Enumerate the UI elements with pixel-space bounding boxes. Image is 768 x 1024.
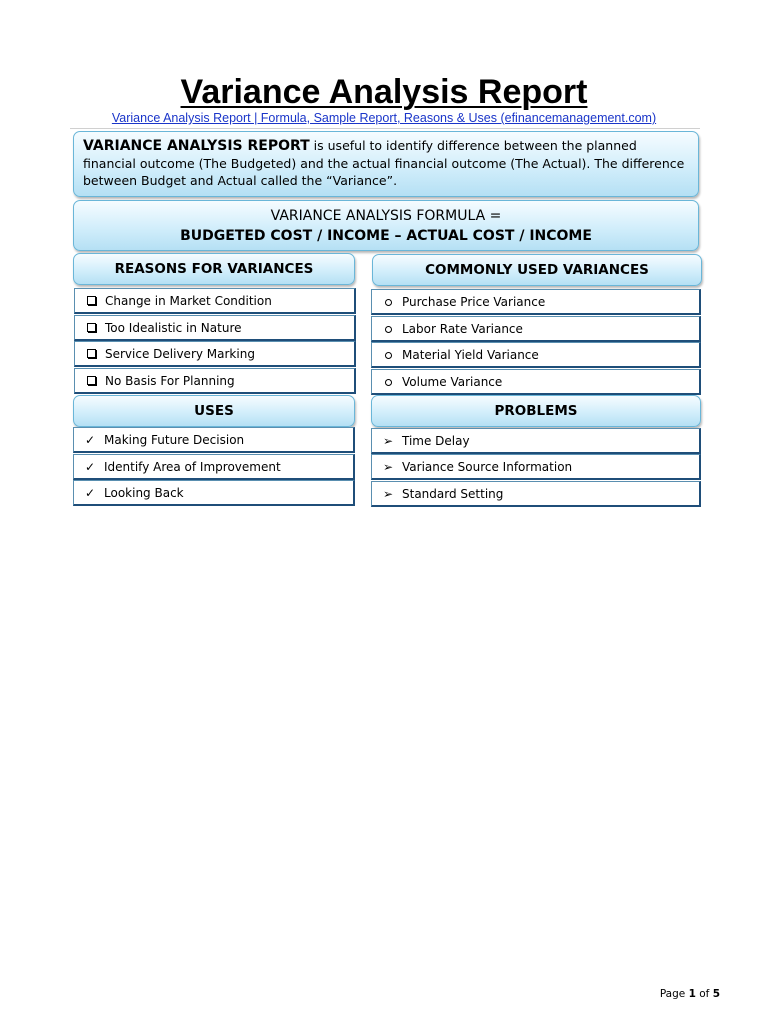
list-item [371,289,701,315]
checkbox-icon [81,347,101,361]
page-current: 1 [688,988,696,1000]
list-item [74,368,356,394]
intro-lead: VARIANCE ANALYSIS REPORT [83,138,310,154]
arrow-bullet-icon: ➢ [382,486,394,501]
problem-label: Variance Source Information [402,459,573,474]
circle-bullet-icon [378,375,398,389]
list-item [74,341,356,367]
checkbox-icon [81,374,101,388]
problem-label: Standard Setting [402,486,504,501]
use-label: Looking Back [104,485,184,500]
variance-label: Material Yield Variance [402,347,539,362]
checkbox-icon [81,321,101,335]
variance-label: Purchase Price Variance [402,294,546,309]
problem-label: Time Delay [402,433,470,448]
reason-label: Change in Market Condition [105,293,272,308]
intro-text: is useful to identify difference between the planned financial outcome (The Budgeted) and the actual financial outcome (The Actual). The difference between Budget and Actual called the “Variance”. [83,138,685,188]
list-item [74,288,356,314]
uses-header [73,395,355,427]
reasons-header [73,253,355,285]
use-label: Identify Area of Improvement [104,459,281,474]
page-middle: of [695,988,713,1000]
variance-label: Labor Rate Variance [402,321,523,336]
checkmark-icon: ✓ [84,485,96,500]
list-item [74,315,356,341]
list-item [371,342,701,368]
circle-bullet-icon [378,295,398,309]
uses-header-label: USES [194,403,234,419]
list-item [371,481,701,507]
divider [70,128,700,129]
reason-label: No Basis For Planning [105,373,235,388]
list-item [73,427,355,453]
list-item [73,480,355,506]
problems-header-label: PROBLEMS [494,403,578,419]
reason-label: Service Delivery Marking [105,346,255,361]
list-item [371,316,701,342]
checkmark-icon: ✓ [84,432,96,447]
page-total: 5 [712,988,720,1000]
checkbox-icon [81,294,101,308]
formula-line-1: VARIANCE ANALYSIS FORMULA = [270,208,502,224]
list-item [73,454,355,480]
use-label: Making Future Decision [104,432,245,447]
arrow-bullet-icon: ➢ [382,433,394,448]
list-item [371,428,701,454]
common-header-label: COMMONLY USED VARIANCES [425,262,649,278]
formula-line-2: BUDGETED COST / INCOME – ACTUAL COST / INCOME [180,228,592,244]
list-item [371,454,701,480]
reasons-header-label: REASONS FOR VARIANCES [114,261,314,277]
problems-header [371,395,701,427]
intro-box [73,131,699,197]
page-prefix: Page [659,988,689,1000]
list-item [371,369,701,395]
formula-box [73,200,699,251]
reason-label: Too Idealistic in Nature [105,320,242,335]
circle-bullet-icon [378,348,398,362]
checkmark-icon: ✓ [84,459,96,474]
source-link[interactable]: Variance Analysis Report | Formula, Sample Report, Reasons & Uses (efinancemanagement.com) [111,111,657,125]
common-header [372,254,702,286]
page-number [660,988,720,1000]
page-title: Variance Analysis Report [180,73,588,111]
circle-bullet-icon [378,322,398,336]
variance-label: Volume Variance [402,374,503,389]
arrow-bullet-icon: ➢ [382,459,394,474]
